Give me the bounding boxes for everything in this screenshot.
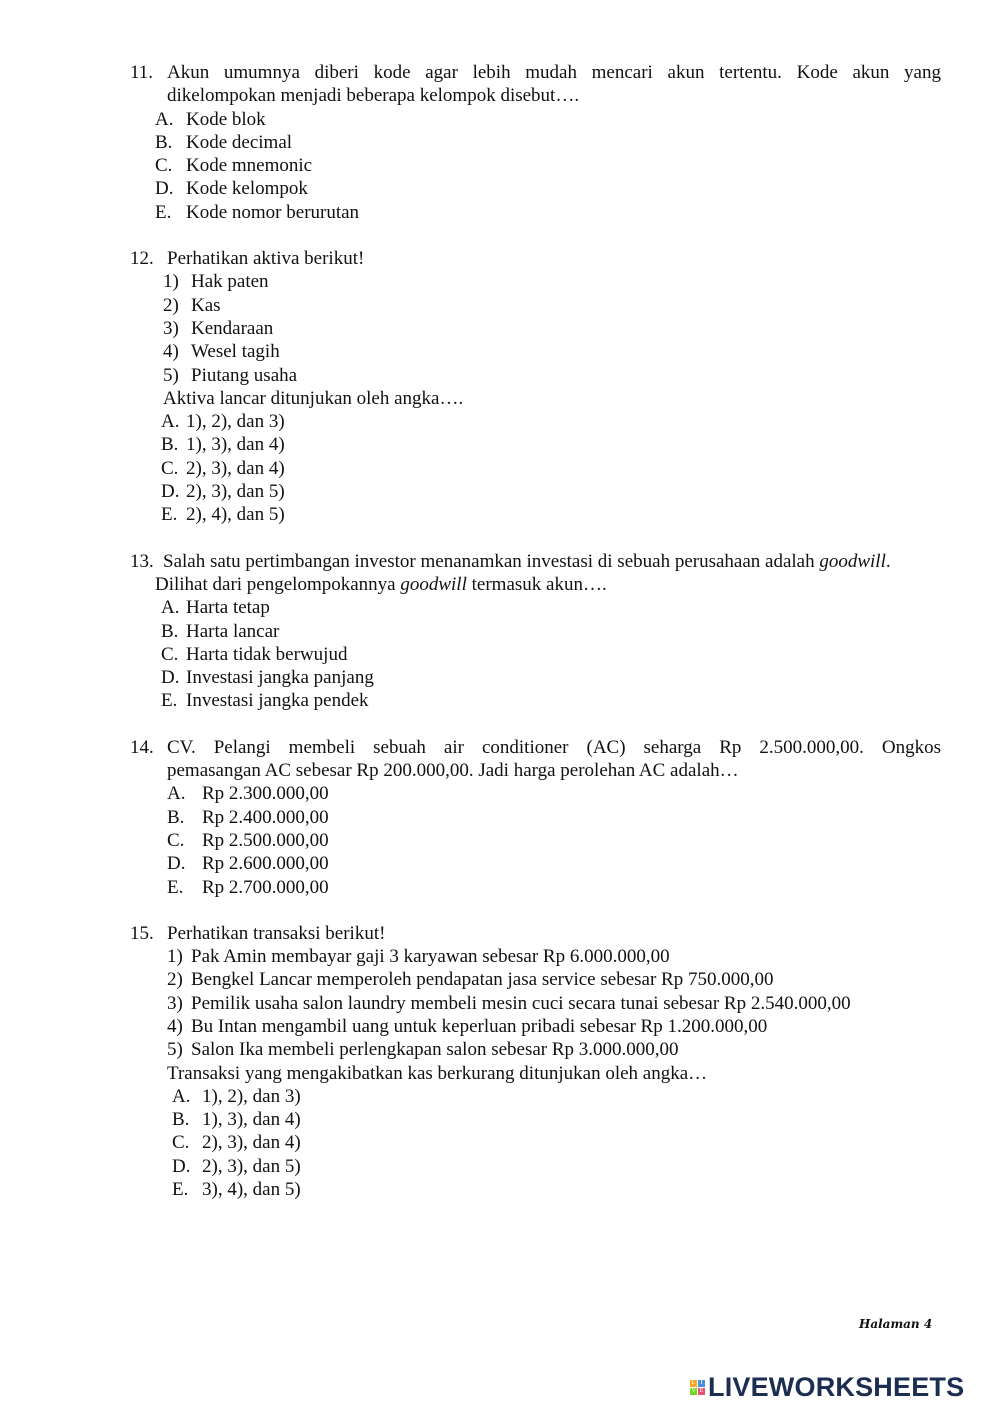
option-c[interactable] [130,154,941,177]
option-d[interactable] [130,666,941,689]
option-label: E. [172,1179,189,1201]
option-text: Rp 2.500.000,00 [202,829,329,851]
list-item [130,992,941,1015]
stem-line: dikelompokan menjadi beberapa kelompok disebut…. [167,85,580,107]
option-text: 1), 3), dan 4) [202,1109,301,1131]
list-item [130,364,941,387]
option-text: 2), 3), dan 4) [186,457,285,479]
list-item [130,294,941,317]
option-text: 1), 2), dan 3) [202,1085,301,1107]
item-text: Pemilik usaha salon laundry membeli mesin cuci secara tunai sebesar Rp 2.540.000,00 [191,992,851,1014]
option-text: Rp 2.600.000,00 [202,853,329,875]
option-d[interactable] [130,177,941,200]
option-label: E. [161,690,178,712]
option-text: Kode blok [186,108,266,130]
item-label: 1) [163,271,179,293]
item-text: Bengkel Lancar memperoleh pendapatan jasa service sebesar Rp 750.000,00 [191,969,774,991]
option-label: A. [161,411,180,433]
logo-tile: E [699,1388,704,1395]
question-14 [130,736,941,899]
option-b[interactable] [130,1108,941,1131]
option-a[interactable] [130,1085,941,1108]
option-a[interactable] [130,782,941,805]
option-label: D. [161,667,180,689]
option-label: C. [167,829,185,851]
stem-text: Dilihat dari pengelompokannya [155,573,401,595]
option-text: 2), 3), dan 5) [202,1155,301,1177]
logo-tile: I [698,1380,705,1387]
option-text: Harta tidak berwujud [186,643,348,665]
option-label: E. [155,201,172,223]
question-stem [167,736,941,783]
question-list [130,61,941,1224]
logo-tile: V [691,1388,696,1395]
option-label: C. [172,1132,190,1154]
option-text: Rp 2.400.000,00 [202,806,329,828]
item-text: Piutang usaha [191,364,298,386]
question-number: 14. [130,736,154,758]
list-item [130,270,941,293]
question-number: 11. [130,62,154,83]
item-label: 5) [167,1039,183,1061]
option-label: C. [161,643,179,665]
question-stem-continued [130,573,941,596]
option-text: Rp 2.700.000,00 [202,876,329,898]
option-c[interactable] [130,643,941,666]
page-number: Halaman 4 [859,1317,933,1331]
logo-tile: L [691,1380,696,1387]
list-item [130,945,941,968]
question-prompt: Aktiva lancar ditunjukan oleh angka…. [163,387,464,409]
stem-italic-term: goodwill [819,550,886,572]
option-text: 3), 4), dan 5) [202,1179,301,1201]
item-text: Salon Ika membeli perlengkapan salon sebesar Rp 3.000.000,00 [191,1039,679,1061]
option-label: D. [172,1155,191,1177]
question-prompt: Transaksi yang mengakibatkan kas berkurang ditunjukan oleh angka… [167,1062,708,1084]
item-text: Bu Intan mengambil uang untuk keperluan pribadi sebesar Rp 1.200.000,00 [191,1015,768,1037]
item-label: 4) [163,341,179,363]
liveworksheets-logo[interactable] [690,1372,965,1402]
list-item [130,317,941,340]
item-text: Wesel tagih [191,341,280,363]
option-text: Harta tetap [186,597,270,619]
option-label: B. [167,806,185,828]
option-d[interactable] [130,1155,941,1178]
list-item [130,968,941,991]
option-e[interactable] [130,201,941,224]
option-text: 2), 3), dan 4) [202,1132,301,1154]
option-text: Investasi jangka pendek [186,690,369,712]
option-text: Investasi jangka panjang [186,667,374,689]
stem-line: CV. Pelangi membeli sebuah air conditioner (AC) seharga Rp 2.500.000,00. Ongkos [167,736,941,758]
option-text: Rp 2.300.000,00 [202,783,329,805]
option-label: E. [161,504,178,526]
stem-italic-term: goodwill [400,573,467,595]
option-e[interactable] [130,689,941,712]
option-text: Kode nomor berurutan [186,201,360,223]
item-text: Kendaraan [191,317,274,339]
option-d[interactable] [130,852,941,875]
stem-text: . [885,550,891,572]
option-b[interactable] [130,131,941,154]
item-text: Kas [191,294,221,316]
question-13 [130,550,941,713]
list-item [130,1038,941,1061]
option-a[interactable] [130,596,941,619]
option-label: C. [161,457,179,479]
option-label: B. [155,131,173,153]
option-text: 1), 3), dan 4) [186,434,285,456]
list-item [130,340,941,363]
option-e[interactable] [130,876,941,899]
option-d[interactable] [130,480,941,503]
option-label: B. [161,620,179,642]
option-label: A. [172,1085,191,1107]
item-text: Hak paten [191,271,269,293]
question-stem [163,550,891,573]
question-number: 13. [130,550,154,572]
item-label: 1) [167,946,183,968]
option-label: D. [155,178,174,200]
option-e[interactable] [130,1178,941,1201]
item-text: Pak Amin membayar gaji 3 karyawan sebesar Rp 6.000.000,00 [191,946,670,968]
question-number: 12. [130,248,154,270]
question-stem: Perhatikan aktiva berikut! [167,248,365,270]
liveworksheets-icon [690,1380,705,1395]
stem-line: Akun umumnya diberi kode agar lebih mudah mencari akun tertentu. Kode akun yang [167,62,941,83]
option-c[interactable] [130,829,941,852]
item-label: 3) [163,317,179,339]
option-label: D. [167,853,186,875]
option-a[interactable] [130,410,941,433]
question-15 [130,922,941,1202]
option-label: E. [167,876,184,898]
option-text: Harta lancar [186,620,280,642]
option-label: A. [155,108,174,130]
option-text: 1), 2), dan 3) [186,411,285,433]
option-text: 2), 3), dan 5) [186,481,285,503]
item-label: 2) [163,294,179,316]
stem-text: termasuk akun…. [466,573,607,595]
question-12 [130,247,941,527]
question-stem [167,61,941,108]
question-stem: Perhatikan transaksi berikut! [167,922,386,944]
list-item [130,1015,941,1038]
option-label: C. [155,155,173,177]
option-c[interactable] [130,457,941,480]
option-a[interactable] [130,108,941,131]
item-label: 2) [167,969,183,991]
option-label: B. [161,434,179,456]
item-label: 4) [167,1015,183,1037]
option-text: Kode kelompok [186,178,308,200]
option-label: D. [161,481,180,503]
option-text: 2), 4), dan 5) [186,504,285,526]
option-c[interactable] [130,1131,941,1154]
option-b[interactable] [130,620,941,643]
option-b[interactable] [130,806,941,829]
option-label: A. [161,597,180,619]
option-label: A. [167,783,186,805]
stem-text: Salah satu pertimbangan investor menanamkan investasi di sebuah perusahaan adalah [163,550,820,572]
item-label: 5) [163,364,179,386]
option-text: Kode mnemonic [186,155,313,177]
option-text: Kode decimal [186,131,293,153]
option-e[interactable] [130,503,941,526]
question-number: 15. [130,922,154,944]
option-label: B. [172,1109,190,1131]
brand-name: LIVEWORKSHEETS [708,1372,965,1402]
option-b[interactable] [130,433,941,456]
question-11 [130,61,941,224]
stem-line: pemasangan AC sebesar Rp 200.000,00. Jadi harga perolehan AC adalah… [167,760,739,782]
item-label: 3) [167,992,183,1014]
